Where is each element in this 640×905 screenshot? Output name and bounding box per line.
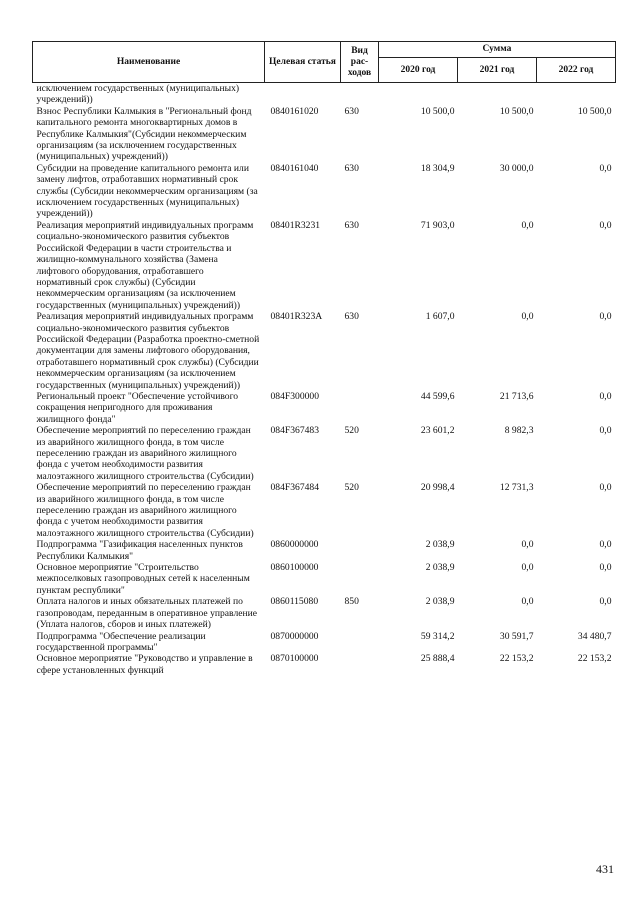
row-sum-2020: 20 998,4 [420,482,455,494]
row-sum-2021: 0,0 [521,219,534,231]
table-row [33,425,616,482]
budget-table [32,41,616,676]
row-sum-2020: 2 038,9 [425,539,455,551]
table-row [33,596,616,630]
row-sum-2021 [458,83,537,106]
row-sum-2020: 1 607,0 [425,311,455,323]
row-sum-2022: 0,0 [599,390,612,402]
row-kind: 850 [344,596,359,608]
row-kind: 630 [344,162,359,174]
row-sum-2021: 21 713,6 [499,390,534,402]
table-row [33,83,616,106]
row-code: 0860100000 [270,562,319,574]
header-year-2021: 2021 год [458,58,537,83]
row-sum-2020: 23 601,2 [420,425,455,437]
row-sum-2021: 30 591,7 [499,630,534,642]
row-name: Оплата налогов и иных обязательных платежей по газопроводам, переданным в оперативное управление (Уплата налогов, сборов и иных платежей) [36,596,258,631]
row-kind: 630 [344,219,359,231]
row-kind [341,83,379,106]
row-name: Обеспечение мероприятий по переселению граждан из аварийного жилищного фонда, в том числе переселению граждан из аварийного жилищного фонда с учетом необходимости развития малоэтажного жилищного строительства (Субсидии) [36,482,254,539]
header-kind: Вид рас-ходов [341,42,379,83]
table-header [33,42,616,83]
row-name: Основное мероприятие "Строительство межпоселковых газопроводных сетей к населенным пунктам республики" [36,562,250,596]
row-code: 0870000000 [270,630,319,642]
row-sum-2021: 0,0 [521,596,534,608]
table-row [33,391,616,425]
row-sum-2020: 25 888,4 [420,653,455,665]
row-name: Подпрограмма "Обеспечение реализации государственной программы" [36,630,206,653]
row-name: Субсидии на проведение капитального ремонта или замену лифтов, отработавших нормативный срок службы (Субсидии некоммерческим организациям (за исключением государственных (муниципальных) учреждений)) [36,162,258,220]
table-row [33,163,616,220]
row-code: 084F367484 [270,482,320,494]
row-sum-2021: 10 500,0 [499,105,534,117]
row-sum-2022: 22 153,2 [577,653,612,665]
row-sum-2022: 0,0 [599,425,612,437]
row-sum-2020 [379,83,458,106]
header-year-2020: 2020 год [379,58,458,83]
header-sum: Сумма [379,42,616,58]
table-row [33,482,616,539]
row-code [265,83,341,106]
row-sum-2022: 0,0 [599,219,612,231]
row-name: Взнос Республики Калмыкия в "Региональный фонд капитального ремонта многоквартирных домов в Республике Калмыкия"(Субсидии некоммерческим организациям (за исключением государственных (муниципальных) учреждений)) [36,105,252,163]
row-sum-2021: 12 731,3 [499,482,534,494]
row-sum-2022: 10 500,0 [577,105,612,117]
row-code: 0870100000 [270,653,319,665]
table-row [33,311,616,391]
row-kind: 630 [344,311,359,323]
row-sum-2021: 22 153,2 [499,653,534,665]
row-name: Реализация мероприятий индивидуальных программ социально-экономического развития субъектов Российской Федерации в части строительства и жилищно-коммунального хозяйства (Замена лифтового оборудования, отработавшего нормативный срок службы) (Субсидии некоммерческим организациям (за исключением государственных (муниципальных) учреждений)) [36,219,254,311]
table-row [33,653,616,676]
row-code: 084F367483 [270,425,320,437]
row-sum-2022: 0,0 [599,482,612,494]
row-code: 0860000000 [270,539,319,551]
row-sum-2020: 18 304,9 [420,162,455,174]
row-name: Основное мероприятие "Руководство и управление в сфере установленных функций [36,653,253,676]
row-kind [341,391,379,425]
table-row [33,631,616,654]
page-number: 431 [596,862,614,876]
row-kind [341,562,379,596]
row-sum-2020: 59 314,2 [420,630,455,642]
row-code: 0840161020 [270,105,319,117]
row-sum-2020: 71 903,0 [420,219,455,231]
table-row [33,220,616,311]
row-code: 0860115080 [270,596,319,608]
header-name: Наименование [33,42,265,83]
row-sum-2021: 0,0 [521,311,534,323]
row-sum-2021: 0,0 [521,539,534,551]
row-sum-2020: 2 038,9 [425,596,455,608]
row-sum-2021: 30 000,0 [499,162,534,174]
row-name: Региональный проект "Обеспечение устойчивого сокращения непригодного для проживания жилищного фонда" [36,390,239,425]
row-sum-2020: 44 599,6 [420,390,455,402]
row-code: 084F300000 [270,390,320,402]
row-code: 08401R323A [270,311,323,323]
row-code: 0840161040 [270,162,319,174]
row-kind: 630 [344,105,359,117]
table-row [33,562,616,596]
row-code: 08401R3231 [270,219,321,231]
header-code: Целевая статья [265,42,341,83]
row-sum-2020: 2 038,9 [425,562,455,574]
row-name: исключением государственных (муниципальных) учреждений)) [36,83,240,106]
row-kind [341,631,379,654]
row-kind [341,653,379,676]
row-sum-2022: 0,0 [599,539,612,551]
row-sum-2021: 0,0 [521,562,534,574]
row-sum-2022: 0,0 [599,562,612,574]
row-sum-2022: 34 480,7 [577,630,612,642]
table-row [33,539,616,562]
row-name: Реализация мероприятий индивидуальных программ социально-экономического развития субъектов Российской Федерации (Разработка проектно-сметной документации для замены лифтового оборудования, отработавшего нормативный срок службы) (Субсидии некоммерческим организациям (за исключением государственных (муниципальных) учреждений)) [36,311,260,391]
row-name: Обеспечение мероприятий по переселению граждан из аварийного жилищного фонда, в том числе переселению граждан из аварийного жилищного фонда с учетом необходимости развития малоэтажного жилищного строительства (Субсидии) [36,425,254,482]
row-sum-2022 [537,83,616,106]
row-sum-2022: 0,0 [599,162,612,174]
row-sum-2022: 0,0 [599,596,612,608]
row-kind: 520 [344,425,359,437]
row-sum-2022: 0,0 [599,311,612,323]
row-kind: 520 [344,482,359,494]
row-name: Подпрограмма "Газификация населенных пунктов Республики Калмыкия" [36,539,243,562]
row-kind [341,539,379,562]
row-sum-2021: 8 982,3 [504,425,534,437]
table-body [33,83,616,677]
row-sum-2020: 10 500,0 [420,105,455,117]
table-row [33,106,616,163]
header-year-2022: 2022 год [537,58,616,83]
